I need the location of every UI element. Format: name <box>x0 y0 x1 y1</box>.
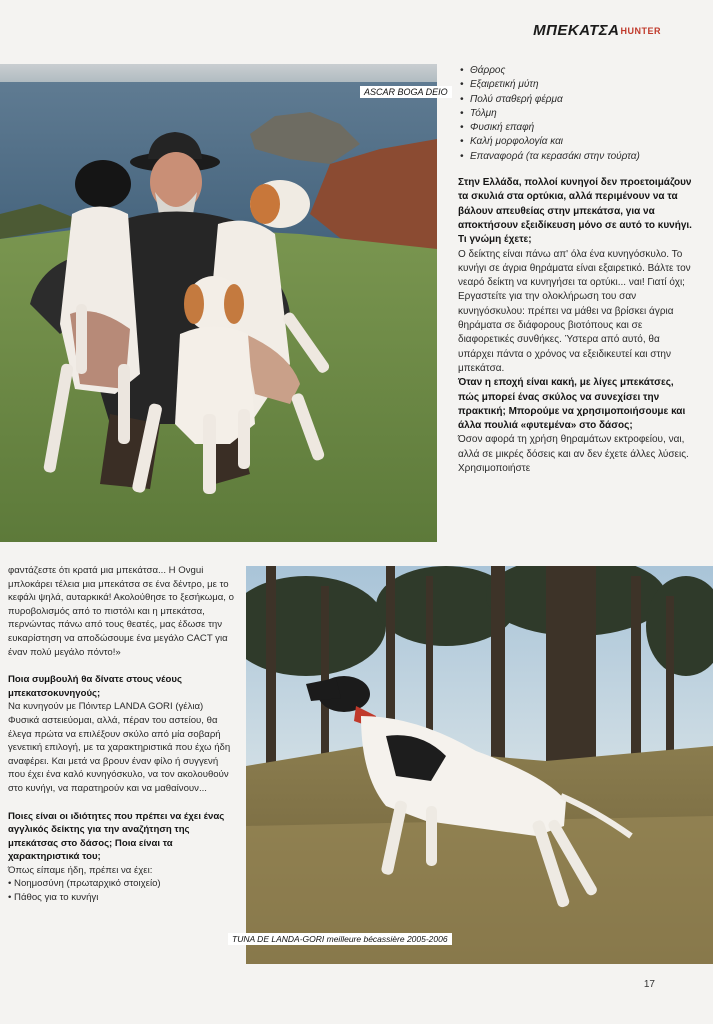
list-item: • Επαναφορά (τα κερασάκι στην τούρτα) <box>458 150 696 164</box>
masthead-accent: HUNTER <box>620 26 661 37</box>
list-item: • Θάρρος <box>458 64 696 78</box>
masthead-title: ΜΠΕΚΑΤΣΑ <box>533 22 620 39</box>
list-item: • Τόλμη <box>458 107 696 121</box>
interview-question: Όταν η εποχή είναι κακή, με λίγες μπεκάτσες, πώς μπορεί ένας σκύλος να συνεχίσει την πρακτική; Μπορούμε να χρησιμοποιήσουμε και άλλα πουλιά «φυτεμένα» στο δάσος; <box>458 377 686 432</box>
right-text-column <box>458 64 696 476</box>
list-item: • Καλή μορφολογία και <box>458 135 696 149</box>
list-item: • Πολύ σταθερή φέρμα <box>458 93 696 107</box>
list-item: • Εξαιρετική μύτη <box>458 78 696 92</box>
interview-answer: Να κυνηγούν με Πόιντερ LANDA GORI (γέλια) Φυσικά αστειεύομαι, αλλά, πέραν του αστείου, θα έλεγα πρώτα να επιλέξουν σκύλο από μία σοβαρή γενετική επιλογή, με τα χαρακτηριστικά που έχω ήδη αναφέρει. Και μετά να βρουν έναν φίλο ή συγγενή που έχει ένα καλό κυνηγόσκυλο, να τον ακολουθούν στο κυνήγι, να παρατηρούν και να μαθαίνουν... <box>8 701 231 794</box>
interview-question: Ποιες είναι οι ιδιότητες που πρέπει να έχει ένας αγγλικός δείκτης για την αναζήτηση της μπεκάτσας στο δάσος; Ποια είναι τα χαρακτηριστικά του; <box>8 810 225 863</box>
paragraph: φαντάζεστε ότι κρατά μια μπεκάτσα... Η Ονgui μπλοκάρει τέλεια μια μπεκάτσα σε ένα δέντρο, με το κεφάλι ψηλά, αυταρκικά! Ακολούθησε το ξεσήκωμα, ο πυροβολισμός από το πιστόλι και η μπεκάτσα, περνώντας πάνω από τους θεατές, μας έδωσε την ευκαρίστηση να αποδώσουμε ένα μεγάλο CACT για έναν πολύ μεγάλο πόντο!» <box>8 565 234 658</box>
photo-credit: ASCAR BOGA DEIO <box>360 86 452 98</box>
interview-answer: Ο δείκτης είναι πάνω απ' όλα ένα κυνηγόσκυλο. Το κυνήγι σε άγρια θηράματα είναι εξαιρετικό. Βάλτε τον νεαρό δείκτη να κυνηγήσει τα ορτύκι... ναι! Γιατί όχι; Εργαστείτε για την ολοκλήρωση του σαν κυνηγόσκυλου: πρέπει να μάθει να βρίσκει άγρια θηράματα σε διάφορους βιοτόπους και σε διαφορετικές συνθήκες. Ύστερα από αυτό, θα υπάρχει πάντα ο χρόνος να εξειδικευτεί και στην μπεκάτσα. <box>458 248 691 374</box>
magazine-masthead <box>533 22 661 39</box>
list-item: • Φυσική επαφή <box>458 121 696 135</box>
interview-question: Στην Ελλάδα, πολλοί κυνηγοί δεν προετοιμάζουν τα σκυλιά στα ορτύκια, αλλά περιμένουν να τα βάλουν απευθείας στην μπεκάτσα, για να αποκτήσουν εξειδίκευση μόνο σε αυτό το κυνήγι. Τι γνώμη έχετε; <box>458 177 692 246</box>
interview-question: Ποια συμβουλή θα δίνατε στους νέους μπεκατσοκυνηγούς; <box>8 674 182 699</box>
traits-list <box>8 877 234 904</box>
list-item: • Νοημοσύνη (πρωταρχικό στοιχείο) <box>8 877 234 891</box>
hunter-with-dogs-photo <box>0 64 437 542</box>
left-text-column <box>8 564 234 919</box>
pointer-in-forest-photo <box>246 566 713 964</box>
photo-caption <box>228 933 452 945</box>
qualities-list <box>458 64 696 164</box>
interview-answer: Όσον αφορά τη χρήση θηραμάτων εκτροφείου, ναι, αλλά σε μικρές δόσεις και αν δεν έχετε άλλες λύσεις. Χρησιμοποιήστε <box>458 434 689 475</box>
caption-text: meilleure bécassière 2005-2006 <box>324 934 448 944</box>
page-number: 17 <box>643 979 655 990</box>
list-item: • Πάθος για το κυνήγι <box>8 891 234 905</box>
interview-answer: Όπως είπαμε ήδη, πρέπει να έχει: <box>8 864 153 876</box>
caption-dog-name: TUNA DE LANDA-GORI <box>232 934 325 944</box>
